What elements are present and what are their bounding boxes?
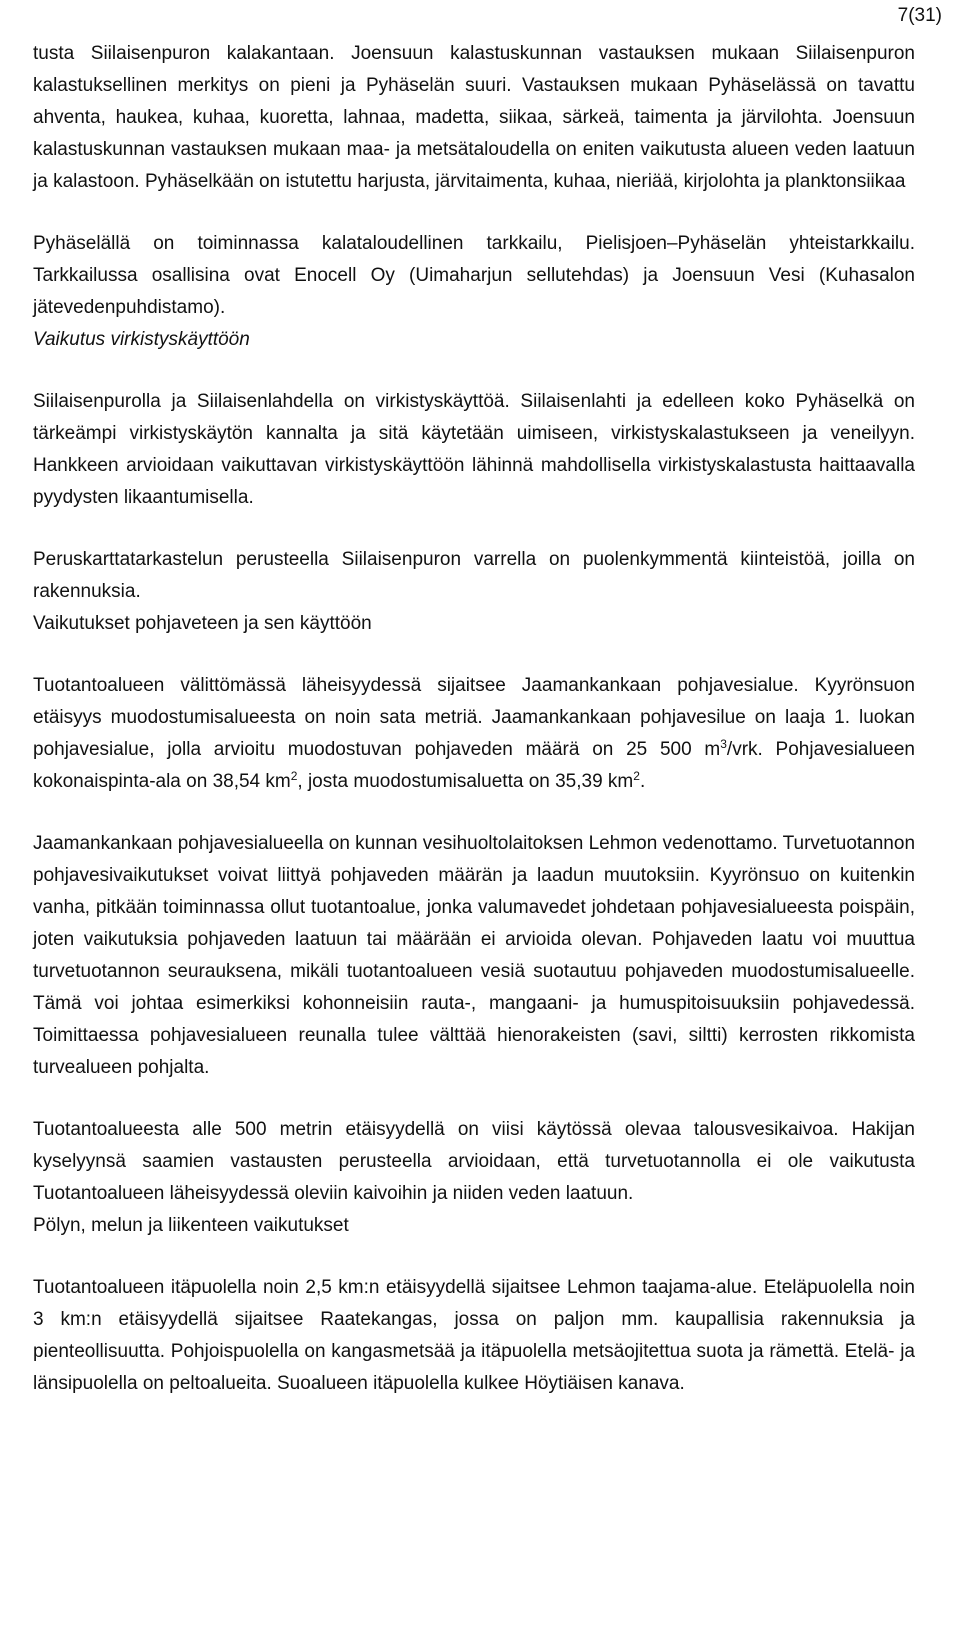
heading-dust-noise-traffic: Pölyn, melun ja liikenteen vaikutukset — [33, 1215, 349, 1236]
document-body — [33, 38, 915, 1400]
paragraph-properties: Peruskarttatarkastelun perusteella Siilaisenpuron varrella on puolenkymmentä kiinteistöä, joilla on rakennuksia. — [33, 549, 915, 602]
heading-groundwater: Vaikutukset pohjaveteen ja sen käyttöön — [33, 613, 372, 634]
heading-recreational-use: Vaikutus virkistyskäyttöön — [33, 329, 250, 350]
superscript-2b: 2 — [633, 769, 640, 783]
paragraph-monitoring: Pyhäselällä on toiminnassa kalataloudellinen tarkkailu, Pielisjoen–Pyhäselän yhteistarkkailu. Tarkkailussa osallisina ovat Enocell Oy (Uimaharjun sellutehdas) ja Joensuun Vesi (Kuhasalon jätevedenpuhdistamo). — [33, 233, 915, 318]
groundwater-text-d: . — [639, 771, 646, 792]
page-number: 7(31) — [897, 5, 942, 26]
paragraph-surroundings: Tuotantoalueen itäpuolella noin 2,5 km:n etäisyydellä sijaitsee Lehmon taajama-alue. Eteläpuolella noin 3 km:n etäisyydellä sijaitsee Raatekangas, jossa on paljon mm. kaupallisia rakennuksia ja pienteollisuutta. Pohjoispuolella on kangasmetsää ja itäpuolella metsäojitettua suota ja rämettä. Etelä- ja länsipuolella on peltoalueita. Suoalueen itäpuolella kulkee Höytiäisen kanava. — [33, 1277, 915, 1394]
paragraph-groundwater-area — [33, 670, 915, 798]
paragraph-recreational-use: Siilaisenpurolla ja Siilaisenlahdella on virkistyskäyttöä. Siilaisenlahti ja edelleen koko Pyhäselkä on tärkeämpi virkistyskäytön kannalta ja sitä käytetään uimiseen, virkistyskalastukseen ja veneilyyn. Hankkeen arvioidaan vaikuttavan virkistyskäyttöön lähinnä mahdollisella virkistyskalastusta haittaavalla pyydysten likaantumisella. — [33, 391, 915, 508]
paragraph-fish-stock: tusta Siilaisenpuron kalakantaan. Joensuun kalastuskunnan vastauksen mukaan Siilaisenpuron kalastuksellinen merkitys on pieni ja Pyhäselän suuri. Vastauksen mukaan Pyhäselässä on tavattu ahventa, haukea, kuhaa, kuoretta, lahnaa, madetta, siikaa, särkeä, taimenta ja järvilohta. Joensuun kalastuskunnan vastauksen mukaan maa- ja metsätaloudella on eniten vaikutusta alueen veden laatuun ja kalastoon. Pyhäselkään on istutettu harjusta, järvitaimenta, kuhaa, nieriää, kirjolohta ja planktonsiikaa — [33, 43, 915, 192]
groundwater-text-c: , josta muodostumisaluetta on 35,39 km — [297, 771, 634, 792]
groundwater-text-b: /vrk. Pohjavesialueen kokonaispinta-ala on 38,54 km — [33, 739, 915, 792]
groundwater-text-a: Tuotantoalueen välittömässä läheisyydessä sijaitsee Jaamankankaan pohjavesialue. Kyyrönsuon etäisyys muodostumisalueesta on noin sata metriä. Jaamankankaan pohjavesilue on laaja 1. luokan pohjavesialue, jolla arvioitu muodostuvan pohjaveden määrä on 25 500 m — [33, 675, 915, 760]
paragraph-water-intake: Jaamankankaan pohjavesialueella on kunnan vesihuoltolaitoksen Lehmon vedenottamo. Turvetuotannon pohjavesivaikutukset voivat liittyä pohjaveden määrän ja laadun muutoksiin. Kyyrönsuo on kuitenkin vanha, pitkään toiminnassa ollut tuotantoalue, jonka valumavedet johdetaan pohjavesialueesta poispäin, joten vaikutuksia pohjaveden laatuun tai määrään ei arvioida olevan. Pohjaveden laatu voi muuttua turvetuotannon seurauksena, mikäli tuotantoalueen vesiä suotautuu pohjaveden muodostumisalueelle. Tämä voi johtaa esimerkiksi kohonneisiin rauta-, mangaani- ja humuspitoisuuksiin pohjavedessä. Toimittaessa pohjavesialueen reunalla tulee välttää hienorakeisten (savi, siltti) kerrosten rikkomista turvealueen pohjalta. — [33, 833, 916, 1078]
superscript-2a: 2 — [290, 769, 298, 783]
paragraph-wells: Tuotantoalueesta alle 500 metrin etäisyydellä on viisi käytössä olevaa talousvesikaivoa. Hakijan kyselyynsä saamien vastausten perusteella arvioidaan, että turvetuotannolla ei ole vaikutusta Tuotantoalueen läheisyydessä oleviin kaivoihin ja niiden veden laatuun. — [33, 1119, 915, 1204]
superscript-3: 3 — [720, 737, 727, 751]
